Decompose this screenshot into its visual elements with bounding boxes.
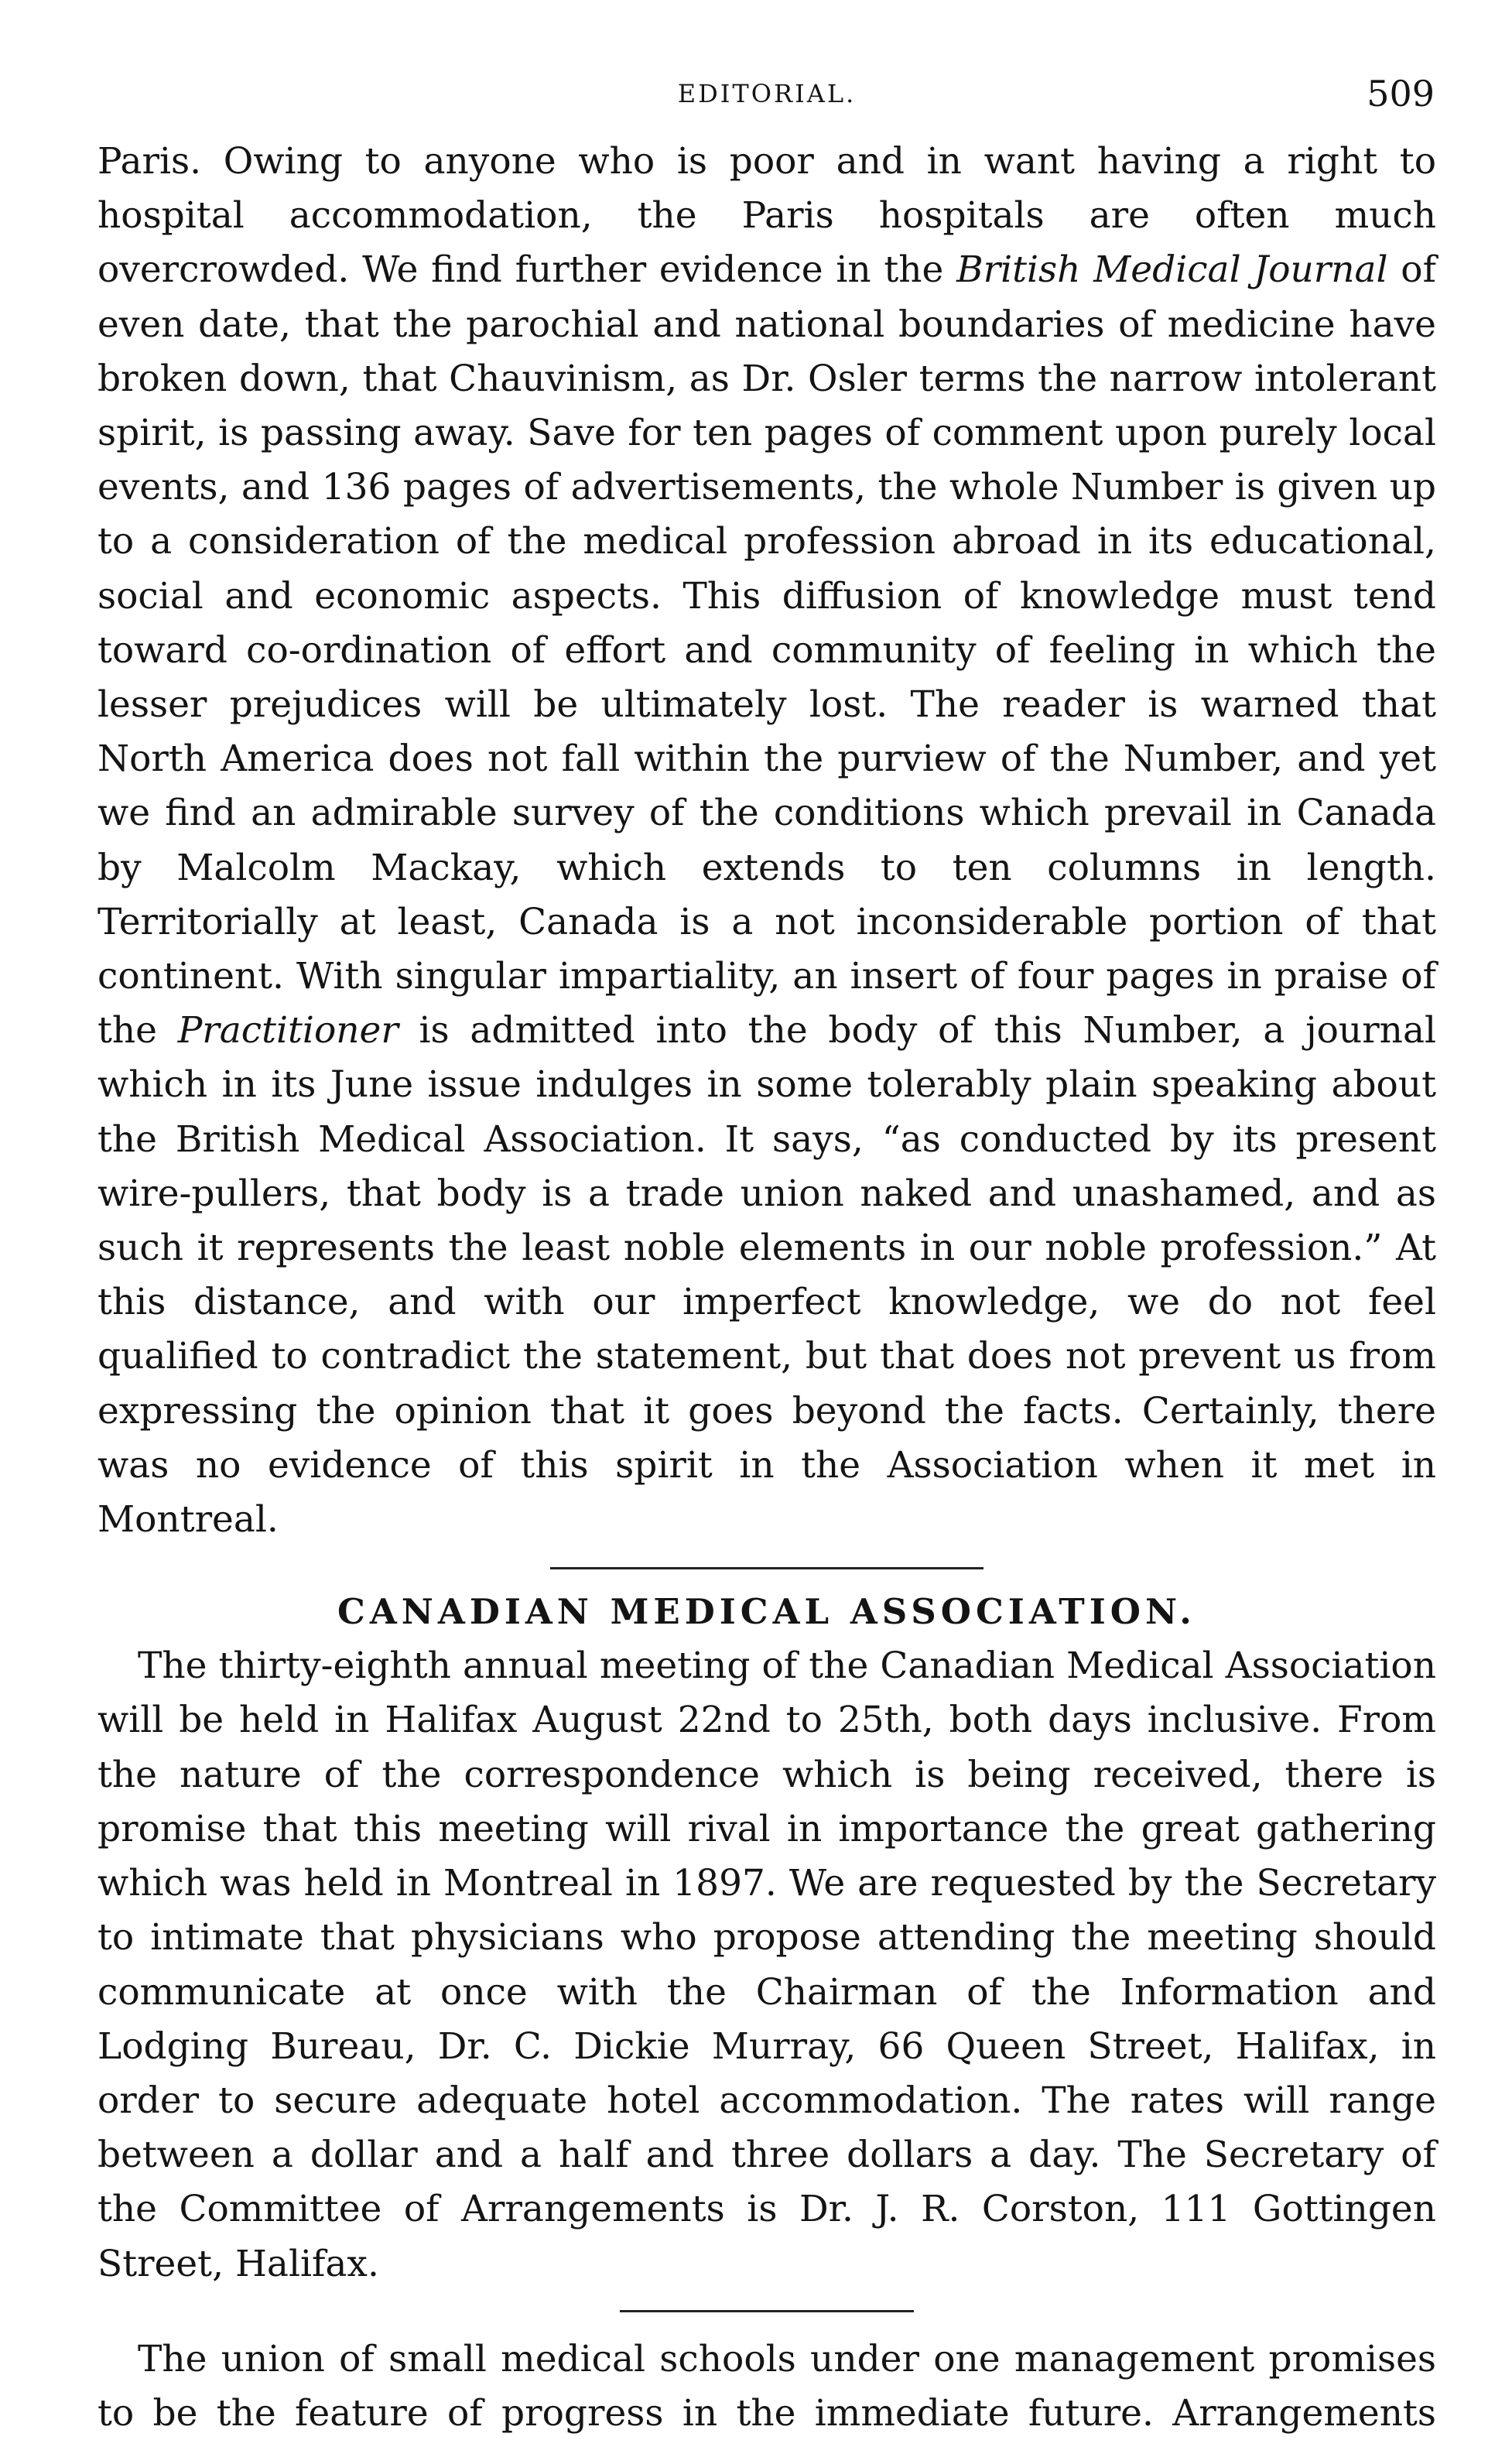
journal-name: British Medical Journal <box>956 248 1388 292</box>
page-header <box>97 73 1436 135</box>
page-number: 509 <box>1367 73 1435 115</box>
page <box>97 73 1436 2441</box>
cma-paragraph: The thirty-eighth annual meeting of the Canadian Medical Association will be held in Halifax August 22nd to 25th, both days inclusive. From the nature of the correspondence which is being received, there is promise that this meeting will rival in importance the great gathering which was held in Montreal in 1897. We are requested by the Secretary to intimate that physicians who propose attending the meeting should communicate at once with the Chairman of the Information and Lodging Bureau, Dr. C. Dickie Murray, 66 Queen Street, Halifax, in order to secure adequate hotel accommodation. The rates will range between a dollar and a half and three dollars a day. The Secretary of the Committee of Arrangements is Dr. J. R. Corston, 111 Gottingen Street, Halifax. <box>97 1644 1436 2285</box>
editorial-text-part-2: of even date, that the parochial and national boundaries of medicine have broken down, that Chauvinism, as Dr. Osler terms the narrow intolerant spirit, is passing away. Save for ten pages of comment upon purely local events, and 136 pages of advertisements, the whole Number is given up to a consideration of the medical profession abroad in its educational, social and economic aspects. This diffusion of knowledge must tend toward co-ordination of effort and community of feeling in which the lesser prejudices will be ultimately lost. The reader is warned that North America does not fall within the purview of the Number, and yet we find an admirable survey of the conditions which prevail in Canada by Malcolm Mackay, which extends to ten columns in length. Territorially at least, Canada is a not inconsiderable portion of that continent. With singular impartiality, an insert of four pages in praise of the <box>97 248 1436 1052</box>
editorial-text-part-1: Paris. Owing to anyone who is poor and in want having a right to hospital accommodation, the Paris hospitals are often much overcrowded. We find further evidence in the <box>97 140 1436 292</box>
final-paragraph: The union of small medical schools under one management promises to be the feature of progress in the immediate future. Arrangements <box>97 2337 1436 2435</box>
running-title: EDITORIAL. <box>677 79 857 108</box>
editorial-text-part-3: is admitted into the body of this Number, a journal which in its June issue indulges in some tolerably plain speaking about the British Medical Association. It says, “as conducted by its present wire-pullers, that body is a trade union naked and unashamed, and as such it represents the least noble elements in our noble profession.” At this distance, and with our imperfect knowledge, we do not feel qualified to contradict the statement, but that does not prevent us from expressing the opinion that it goes beyond the facts. Certainly, there was no evidence of this spirit in the Association when it met in Montreal. <box>97 1009 1436 1542</box>
practitioner-name: Practitioner <box>177 1009 399 1052</box>
editorial-paragraph <box>97 135 1436 1547</box>
short-divider <box>620 2310 914 2312</box>
section-heading: CANADIAN MEDICAL ASSOCIATION. <box>337 1591 1196 1633</box>
section-divider <box>550 1567 983 1569</box>
